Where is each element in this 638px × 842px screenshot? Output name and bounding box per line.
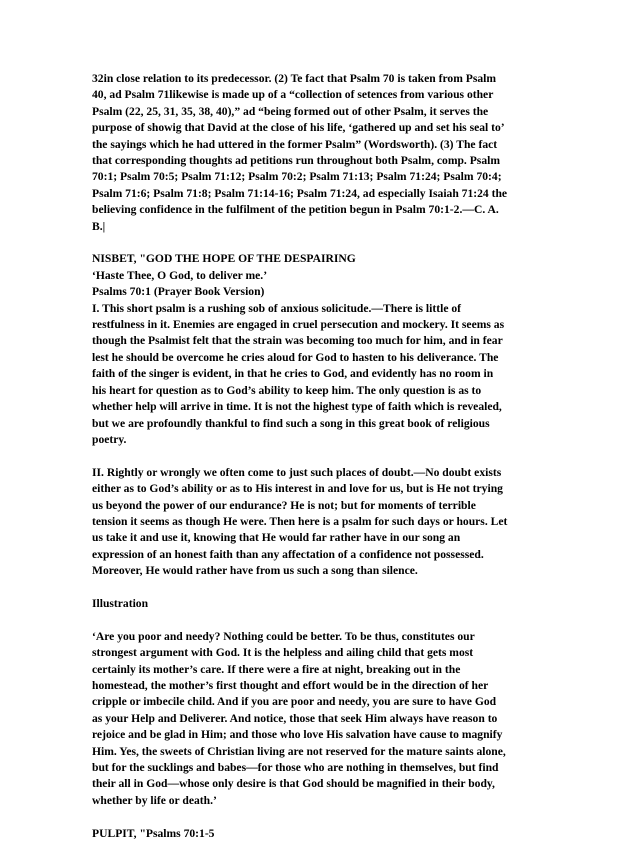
text-line: that corresponding thoughts ad petitions run throughout both Psalm, comp. Psalm bbox=[92, 154, 500, 168]
text-line: his heart for question as to God’s ability to keep him. The only question is as to bbox=[92, 383, 482, 397]
text-line: faith of the singer is evident, in that he cries to God, and evidently has no room in bbox=[92, 367, 494, 381]
paragraph-gap bbox=[92, 612, 552, 628]
paragraph-illustration-heading bbox=[92, 596, 552, 612]
section-heading: NISBET, "GOD THE HOPE OF THE DESPAIRING bbox=[92, 252, 356, 266]
text-line: expression of an honest faith than any affectation of a confidence not possessed. bbox=[92, 547, 484, 561]
text-line: rejoice and be glad in Him; and those who love His salvation have cause to magnify bbox=[92, 728, 503, 742]
text-line: Psalm (22, 25, 31, 35, 38, 40),” ad “being formed out of other Psalm, it serves the bbox=[92, 104, 489, 118]
text-line: certainly its mother’s care. If there were a fire at night, breaking out in the bbox=[92, 662, 461, 676]
text-line: believing confidence in the fulfilment of the petition begun in Psalm 70:1-2.—C. A. bbox=[92, 203, 499, 217]
text-line: B.| bbox=[92, 219, 106, 233]
text-line: I. This short psalm is a rushing sob of anxious solicitude.—There is little of bbox=[92, 301, 462, 315]
paragraph-two bbox=[92, 465, 552, 580]
text-line: restfulness in it. Enemies are engaged in cruel persecution and mockery. It seems as bbox=[92, 318, 505, 332]
text-line: whether help will arrive in time. It is not the highest type of faith which is revealed, bbox=[92, 400, 502, 414]
text-line: Psalms 70:1 (Prayer Book Version) bbox=[92, 285, 265, 299]
text-line: ‘Are you poor and needy? Nothing could be better. To be thus, constitutes our bbox=[92, 629, 475, 643]
text-line: as your Help and Deliverer. And notice, those that seek Him always have reason to bbox=[92, 711, 498, 725]
text-line: 70:1; Psalm 70:5; Psalm 71:12; Psalm 70:2; Psalm 71:13; Psalm 71:24; Psalm 70:4; bbox=[92, 170, 502, 184]
text-line: cripple or imbecile child. And if you are poor and needy, you are sure to have God bbox=[92, 695, 497, 709]
section-heading: PULPIT, "Psalms 70:1-5 bbox=[92, 826, 215, 840]
paragraph-nisbet bbox=[92, 251, 552, 448]
text-line: homestead, the mother’s first thought and effort would be in the direction of her bbox=[92, 678, 489, 692]
text-line: us take it and use it, knowing that He would far rather have in our song an bbox=[92, 531, 461, 545]
document-page bbox=[92, 71, 552, 842]
text-line: ‘Haste Thee, O God, to deliver me.’ bbox=[92, 268, 268, 282]
text-line: poetry. bbox=[92, 432, 127, 446]
paragraph-gap bbox=[92, 580, 552, 596]
text-line: II. Rightly or wrongly we often come to just such places of doubt.—No doubt exists bbox=[92, 465, 502, 479]
text-line: though the Psalmist felt that the strain was becoming too much for him, and in fear bbox=[92, 334, 503, 348]
text-line: strongest argument with God. It is the helpless and ailing child that gets most bbox=[92, 646, 474, 660]
text-line: but for the sucklings and babes—for those who are nothing in themselves, but find bbox=[92, 761, 499, 774]
text-line: whether by life or death.’ bbox=[92, 793, 217, 807]
text-line: Moreover, He would rather have from us such a song than silence. bbox=[92, 564, 418, 578]
text-line: but we are profoundly thankful to find such a song in this great book of religious bbox=[92, 416, 490, 430]
text-line: us beyond the power of our endurance? He is not; but for moments of terrible bbox=[92, 498, 476, 512]
text-line: tension it seems as though He were. Then here is a psalm for such days or hours. Let bbox=[92, 514, 508, 528]
paragraph-pulpit-heading bbox=[92, 826, 552, 842]
text-line: either as to God’s ability or as to His interest in and love for us, but is He not trying bbox=[92, 482, 503, 496]
text-line: purpose of showig that David at the close of his life, ‘gathered up and set his seal to’ bbox=[92, 121, 505, 135]
text-line: the sayings which he had uttered in the former Psalm” (Wordsworth). (3) The fact bbox=[92, 137, 498, 151]
paragraph-gap bbox=[92, 809, 552, 825]
paragraph-gap bbox=[92, 448, 552, 464]
text-line: their all in God—whose only desire is that God should be magnified in their body, bbox=[92, 777, 495, 791]
text-line: Psalm 71:6; Psalm 71:8; Psalm 71:14-16; Psalm 71:24, ad especially Isaiah 71:24 the bbox=[92, 186, 508, 200]
text-line: 32in close relation to its predecessor. (2) Te fact that Psalm 70 is taken from Psalm bbox=[92, 72, 497, 85]
illustration-heading: Illustration bbox=[92, 596, 149, 610]
paragraph-gap bbox=[92, 235, 552, 251]
paragraph-illustration bbox=[92, 629, 552, 809]
text-line: 40, ad Psalm 71likewise is made up of a “collection of setences from various other bbox=[92, 88, 494, 102]
text-line: Him. Yes, the sweets of Christian living are not reserved for the mature saints alone, bbox=[92, 744, 506, 758]
paragraph-continuation bbox=[92, 71, 552, 235]
text-line: lest he should be overcome he cries aloud for God to hasten to his deliverance. The bbox=[92, 350, 499, 364]
